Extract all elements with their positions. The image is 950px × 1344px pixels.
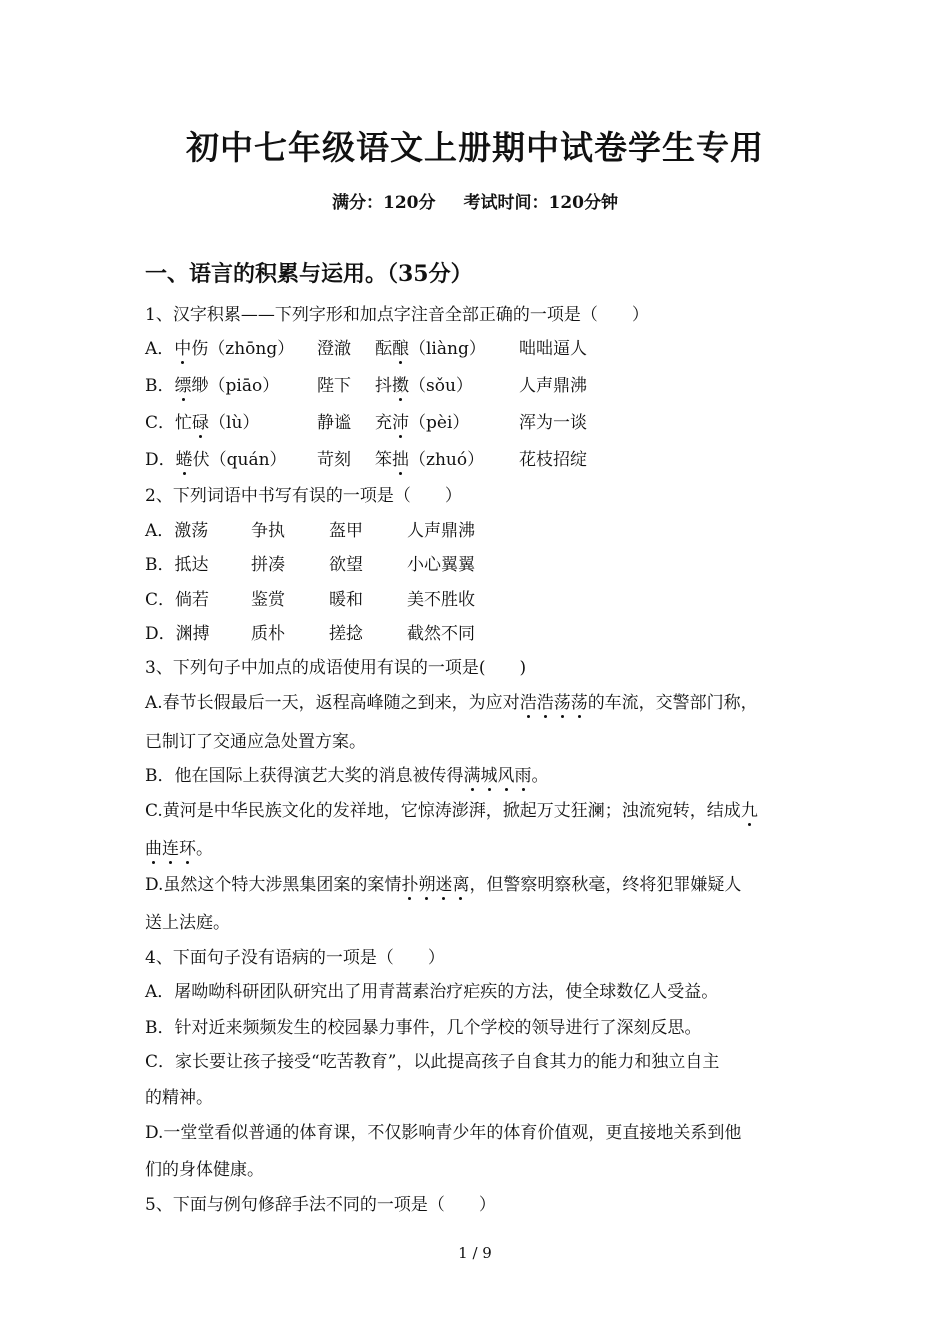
dotted-char: 荡 — [553, 693, 571, 713]
question-5-stem: 5、下面与例句修辞手法不同的一项是（ ） — [145, 1195, 496, 1215]
dotted-char: 离 — [452, 875, 470, 895]
full-score: 满分：120分 — [332, 193, 436, 213]
dotted-char: 朔 — [418, 875, 436, 895]
q3-option-a: A.春节长假最后一天，返程高峰随之到来，为应对浩浩荡荡的车流，交警部门称， — [145, 693, 758, 713]
q3-option-b: B．他在国际上获得演艺大奖的消息被传得满城风雨。 — [145, 766, 549, 786]
dotted-char: 浩 — [519, 693, 537, 713]
q3-option-d: D.虽然这个特大涉黑集团案的案情扑朔迷离，但警察明察秋毫，终将犯罪嫌疑人 — [145, 875, 742, 895]
dotted-char: 环 — [179, 839, 196, 859]
q3-option-d-cont: 送上法庭。 — [145, 913, 230, 933]
q3-option-c: C.黄河是中华民族文化的发祥地，它惊涛澎湃，掀起万丈狂澜；浊流宛转，结成九 — [145, 801, 758, 821]
q1-option-b: B．缥缈（piāo） 陛下 抖擞（sǒu） 人声鼎沸 — [145, 376, 587, 396]
q1-option-a: A．中伤（zhōng） 澄澈 酝酿（liàng） 咄咄逼人 — [145, 339, 587, 359]
exam-time: 考试时间：120分钟 — [463, 193, 618, 213]
dotted-char: 连 — [162, 839, 179, 859]
question-1-stem: 1、汉字积累——下列字形和加点字注音全部正确的一项是（ ） — [145, 305, 649, 325]
dotted-char: 迷 — [435, 875, 453, 895]
q1-option-c: C．忙碌（lù） 静谧 充沛（pèi） 浑为一谈 — [145, 413, 587, 433]
dotted-char: 雨 — [514, 766, 532, 786]
dotted-char: 中 — [174, 339, 192, 359]
q4-option-d: D.一堂堂看似普通的体育课，不仅影响青少年的体育价值观，更直接地关系到他 — [145, 1123, 742, 1143]
dotted-char: 荡 — [570, 693, 588, 713]
question-3-stem: 3、下列句子中加点的成语使用有误的一项是( ) — [145, 658, 527, 678]
section-heading: 一、语言的积累与运用。（35分） — [145, 261, 473, 287]
q2-option-d: D．渊搏 质朴 搓捻 截然不同 — [145, 624, 475, 644]
page-number: 1 / 9 — [458, 1244, 492, 1262]
question-4-stem: 4、下面句子没有语病的一项是（ ） — [145, 948, 445, 968]
dotted-char: 擞 — [392, 376, 409, 396]
dotted-char: 蜷 — [175, 450, 193, 470]
dotted-idiom — [520, 693, 588, 713]
q4-option-c: C．家长要让孩子接受“吃苦教育”，以此提高孩子自食其力的能力和独立自主 — [145, 1052, 720, 1072]
dotted-char: 沛 — [392, 413, 409, 433]
dotted-idiom — [464, 766, 532, 786]
q3-option-c-cont: 曲连环。 — [145, 839, 213, 859]
dotted-char: 曲 — [145, 839, 162, 859]
dotted-char: 浩 — [536, 693, 554, 713]
exam-info — [0, 188, 950, 213]
dotted-char: 酿 — [392, 339, 409, 359]
q2-option-c: C．倘若 鉴赏 暖和 美不胜收 — [145, 590, 475, 610]
q1-option-d: D．蜷伏（quán） 苛刻 笨拙（zhuó） 花枝招绽 — [145, 450, 587, 470]
dotted-char: 拙 — [392, 450, 409, 470]
q4-option-d-cont: 们的身体健康。 — [145, 1160, 264, 1180]
q2-option-b: B．抵达 拼凑 欲望 小心翼翼 — [145, 555, 475, 575]
question-2-stem: 2、下列词语中书写有误的一项是（ ） — [145, 486, 462, 506]
dotted-char: 缥 — [174, 376, 192, 396]
dotted-idiom — [401, 875, 469, 895]
dotted-idiom: 九 — [740, 801, 758, 821]
dotted-char: 碌 — [192, 413, 210, 433]
q4-option-c-cont: 的精神。 — [145, 1088, 213, 1108]
dotted-char: 扑 — [401, 875, 419, 895]
q3-option-a-cont: 已制订了交通应急处置方案。 — [145, 732, 366, 752]
q4-option-b: B．针对近来频频发生的校园暴力事件，几个学校的领导进行了深刻反思。 — [145, 1018, 702, 1038]
dotted-char: 风 — [497, 766, 515, 786]
dotted-char: 城 — [480, 766, 498, 786]
q2-option-a: A．激荡 争执 盔甲 人声鼎沸 — [145, 521, 475, 541]
dotted-char: 满 — [463, 766, 481, 786]
dotted-idiom — [145, 839, 196, 859]
page-title: 初中七年级语文上册期中试卷学生专用 — [186, 128, 764, 167]
q4-option-a: A．屠呦呦科研团队研究出了用青蒿素治疗疟疾的方法，使全球数亿人受益。 — [145, 982, 719, 1002]
